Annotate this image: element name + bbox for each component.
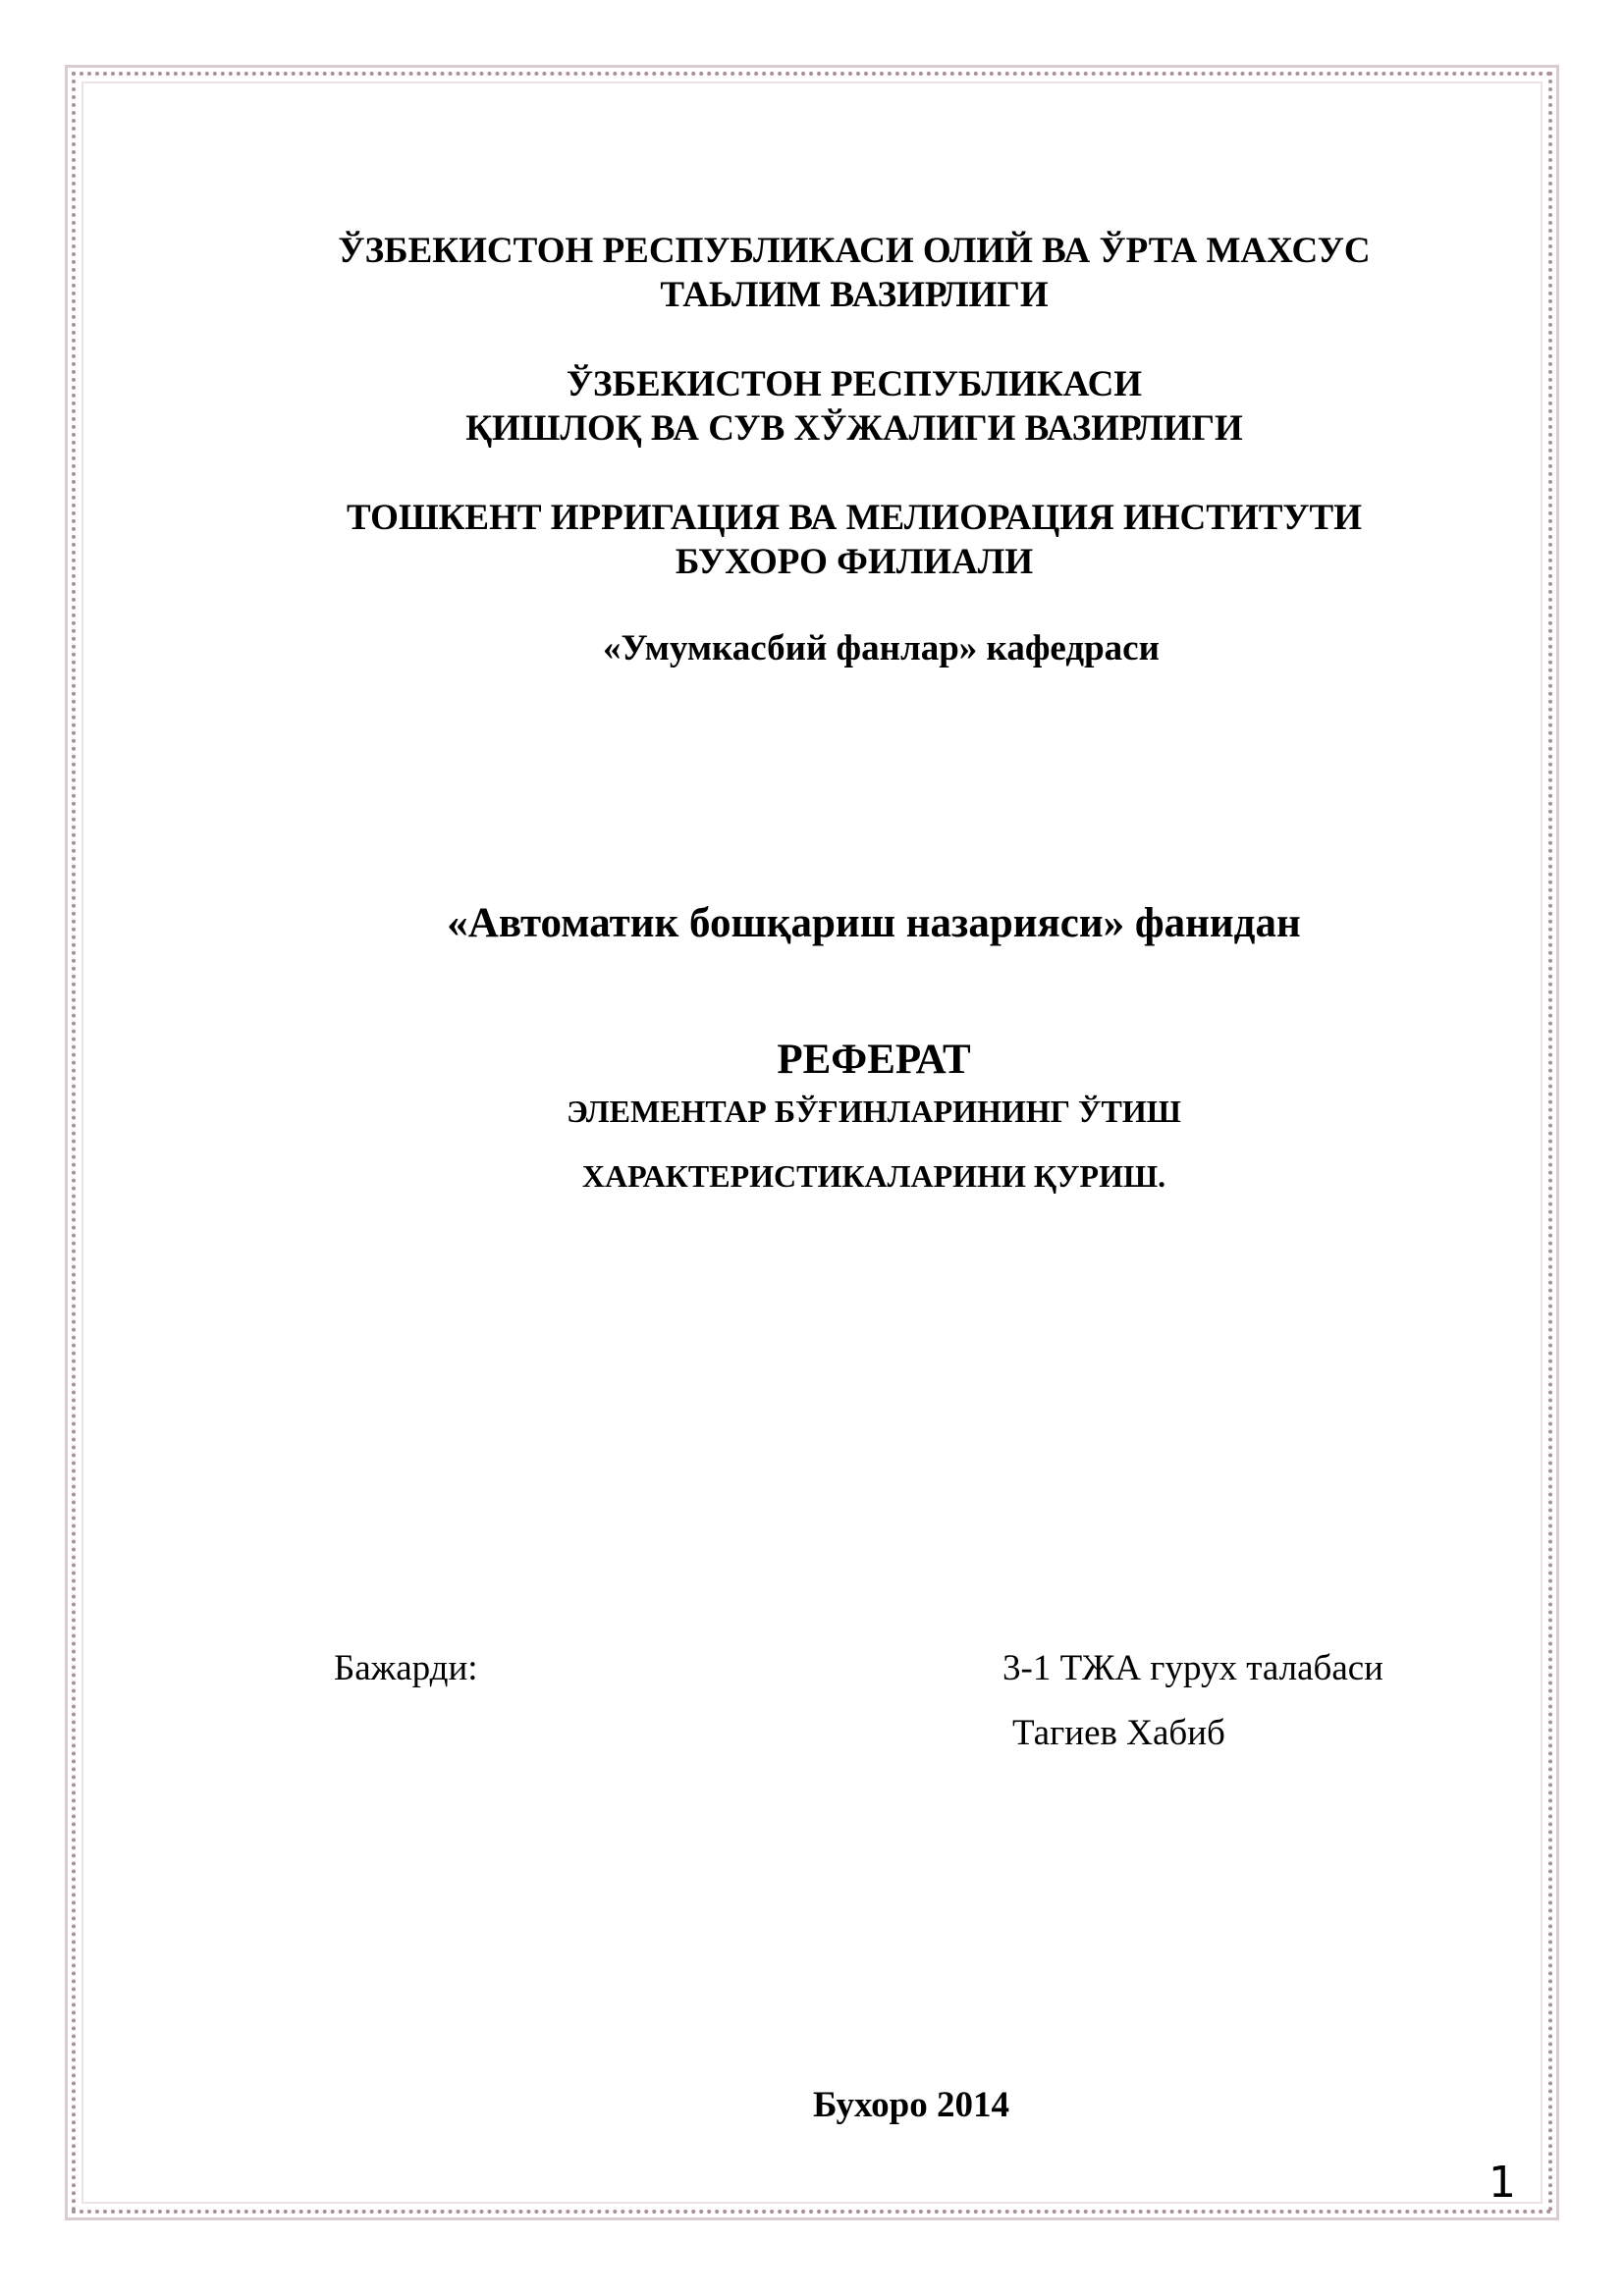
ministry-line-2: ТАЬЛИМ ВАЗИРЛИГИ bbox=[660, 275, 1049, 315]
topic-line-1: ЭЛЕМЕНТАР БЎҒИНЛАРИНИНГ ЎТИШ bbox=[567, 1094, 1181, 1129]
topic-line-2: ХАРАКТЕРИСТИКАЛАРИНИ ҚУРИШ. bbox=[581, 1158, 1166, 1194]
student-group: 3-1 ТЖА гурух талабаси bbox=[1002, 1648, 1383, 1688]
student-name: Тагиев Хабиб bbox=[1012, 1713, 1225, 1753]
institute-heading bbox=[285, 496, 1424, 584]
performed-by-label: Бажарди: bbox=[334, 1648, 478, 1688]
ministry-heading bbox=[285, 229, 1424, 317]
ministry2-line-2: ҚИШЛОҚ ВА СУВ ХЎЖАЛИГИ ВАЗИРЛИГИ bbox=[465, 408, 1243, 449]
place-and-year: Бухоро 2014 bbox=[813, 2085, 1009, 2125]
institute-line-1: ТОШКЕНТ ИРРИГАЦИЯ ВА МЕЛИОРАЦИЯ ИНСТИТУТИ bbox=[346, 498, 1363, 538]
subject-title: «Автоматик бошқариш назарияси» фанидан bbox=[447, 900, 1301, 946]
ministry2-line-1: ЎЗБЕКИСТОН РЕСПУБЛИКАСИ bbox=[566, 364, 1143, 404]
department-title: «Умумкасбий фанлар» кафедраси bbox=[603, 628, 1160, 668]
ministry-line-1: ЎЗБЕКИСТОН РЕСПУБЛИКАСИ ОЛИЙ ВА ЎРТА МАХСУС bbox=[338, 231, 1371, 271]
document-type-title: РЕФЕРАТ bbox=[777, 1037, 971, 1083]
ministry2-heading bbox=[285, 362, 1424, 451]
institute-line-2: БУХОРО ФИЛИАЛИ bbox=[675, 542, 1034, 582]
page-number: 1 bbox=[1489, 2158, 1516, 2208]
